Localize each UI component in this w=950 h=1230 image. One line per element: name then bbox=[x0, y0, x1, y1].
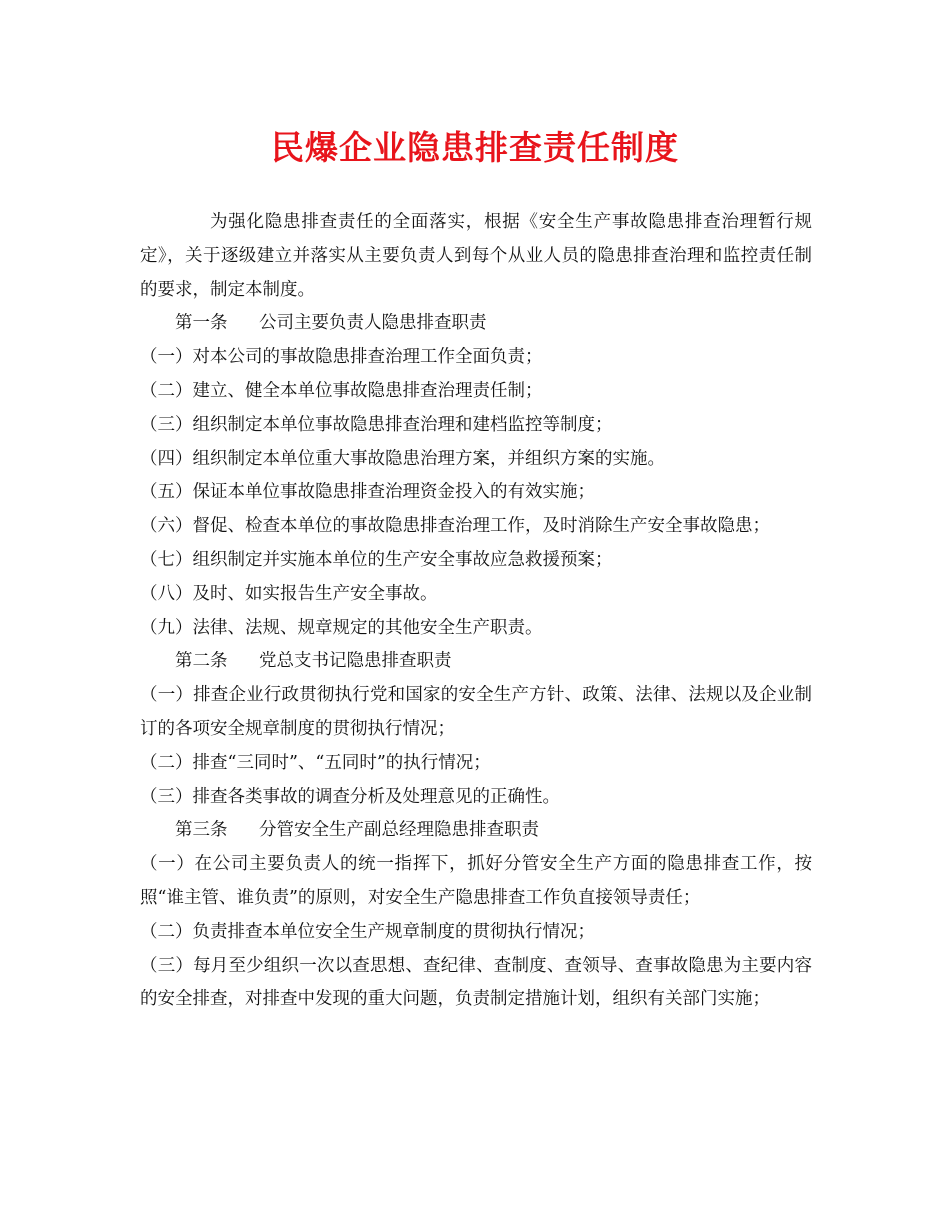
list-item: （五）保证本单位事故隐患排查治理资金投入的有效实施； bbox=[140, 482, 595, 503]
list-item: （三）排查各类事故的调查分析及处理意见的正确性。 bbox=[140, 786, 560, 807]
article-number: 第一条 bbox=[175, 313, 228, 334]
list-item: （七）组织制定并实施本单位的生产安全事故应急救援预案； bbox=[140, 549, 613, 570]
list-item: （六）督促、检查本单位的事故隐患排查治理工作，及时消除生产安全事故隐患； bbox=[140, 516, 770, 537]
article-title: 分管安全生产副总经理隐患排查职责 bbox=[259, 820, 539, 841]
list-item: （一）在公司主要负责人的统一指挥下，抓好分管安全生产方面的隐患排查工作，按照“谁主管、谁负责”的原则，对安全生产隐患排查工作负直接领导责任； bbox=[140, 854, 812, 908]
article-title: 党总支书记隐患排查职责 bbox=[259, 651, 452, 672]
document-title: 民爆企业隐患排查责任制度 bbox=[271, 128, 679, 167]
list-item: （二）负责排查本单位安全生产规章制度的贯彻执行情况； bbox=[140, 921, 595, 942]
list-item: （三）每月至少组织一次以查思想、查纪律、查制度、查领导、查事故隐患为主要内容的安全排查，对排查中发现的重大问题，负责制定措施计划，组织有关部门实施； bbox=[140, 955, 812, 1010]
document-body bbox=[140, 206, 812, 1017]
article-number: 第三条 bbox=[175, 820, 228, 841]
list-item: （四）组织制定本单位重大事故隐患治理方案，并组织方案的实施。 bbox=[140, 448, 665, 469]
list-item: （二）建立、健全本单位事故隐患排查治理责任制； bbox=[140, 380, 543, 401]
list-item: （二）排查“三同时”、“五同时”的执行情况； bbox=[140, 752, 491, 773]
list-item: （八）及时、如实报告生产安全事故。 bbox=[140, 583, 438, 604]
article-heading bbox=[140, 814, 812, 848]
list-item: （三）组织制定本单位事故隐患排查治理和建档监控等制度； bbox=[140, 414, 613, 435]
article-title: 公司主要负责人隐患排查职责 bbox=[259, 313, 487, 334]
list-item: （九）法律、法规、规章规定的其他安全生产职责。 bbox=[140, 617, 543, 638]
article-heading bbox=[140, 307, 812, 341]
article-heading bbox=[140, 645, 812, 679]
intro-paragraph: 为强化隐患排查责任的全面落实，根据《安全生产事故隐患排查治理暂行规定》，关于逐级建立并落实从主要负责人到每个从业人员的隐患排查治理和监控责任制的要求，制定本制度。 bbox=[140, 212, 812, 300]
list-item: （一）排查企业行政贯彻执行党和国家的安全生产方针、政策、法律、法规以及企业制订的各项安全规章制度的贯彻执行情况； bbox=[140, 685, 812, 739]
article-number: 第二条 bbox=[175, 651, 228, 672]
list-item: （一）对本公司的事故隐患排查治理工作全面负责； bbox=[140, 347, 543, 368]
